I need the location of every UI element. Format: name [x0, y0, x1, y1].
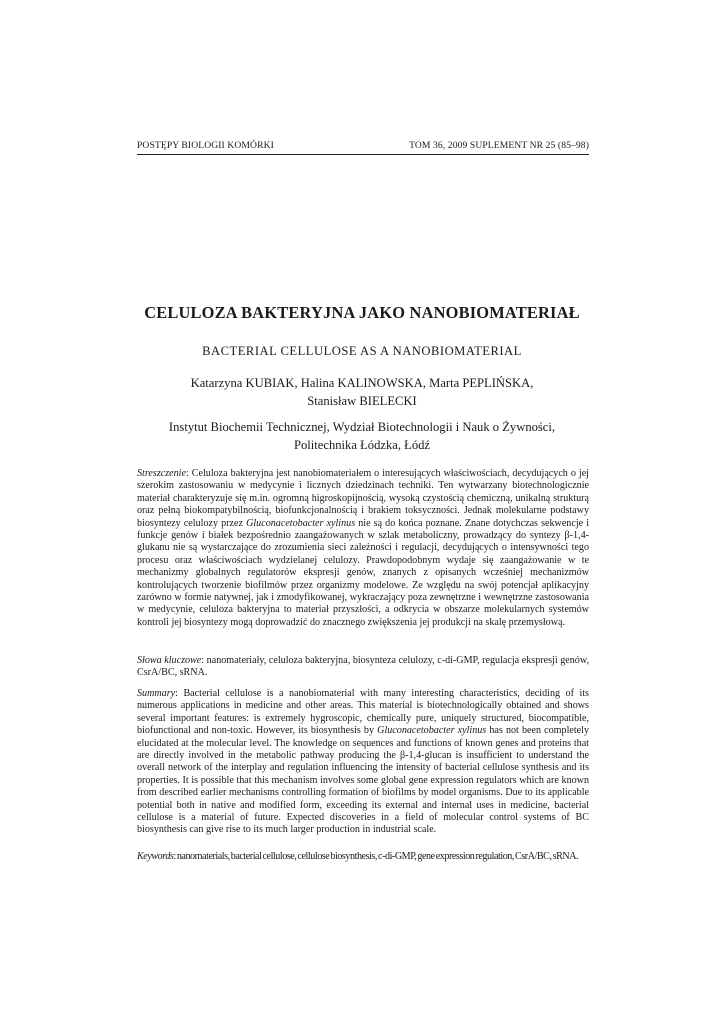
abstract-en-text-2: has not been completely elucidated at the molecular level. The knowledge on sequences and functions of known genes and proteins that are directly involved in the metabolic pathway producing the β-1,4-glucan is insufficient to understand the overall network of the interplay and regulation influencing the intensity of bacterial cellulose synthesis and its properties. It is possible that this mechanism involves some global gene expression regulators which are known from described earlier mechanisms controlling formation of biofilms by model organisms. Due to its applicable potential both in native and modified form, exceeding its external and internal uses in medicine, bacterial cellulose is a material of future. Expected discoveries in a field of molecular control systems of BC biosynthesis can give rise to its much larger production in industrial scale.	[137, 725, 589, 836]
keywords-en-text: : nanomaterials, bacterial cellulose, cellulose biosynthesis, c-di-GMP, gene expression regulation, CsrA/BC, sRNA.	[173, 851, 579, 862]
keywords-en-label: Keywords	[137, 851, 174, 862]
keywords-english	[137, 851, 589, 863]
issue-info: TOM 36, 2009 SUPLEMENT NR 25 (85–98)	[409, 140, 589, 151]
abstract-pl-label: Streszczenie	[137, 468, 186, 479]
abstract-pl-text-1: : Celuloza bakteryjna jest nanobiomateriałem o interesujących właściwościach, decydujących o jej szerokim zastosowaniu w medycynie i licznych dziedzinach techniki. Ten wytwarzany biotechnologicznie materiał charakteryzuje się m.in. ogromną higroskopijnością, wysoką czystością chemiczną, unikalną strukturą oraz pełną biokompatybilnością, biofunkcjonalnością i brakiem toksyczności. Jednak molekularne podstawy biosyntezy celulozy przez	[137, 468, 589, 529]
keywords-pl-text: : nanomateriały, celuloza bakteryjna, biosynteza celulozy, c-di-GMP, regulacja ekspresji genów, CsrA/BC, sRNA.	[137, 655, 590, 679]
journal-name: POSTĘPY BIOLOGII KOMÓRKI	[137, 140, 274, 151]
author-list	[130, 374, 594, 410]
abstract-pl-text-2: nie są do końca poznane. Znane dotychczas sekwencje i funkcje genów i białek bezpośrednio zaangażowanych w szlak metaboliczny, prowadzący do syntezy β-1,4-glukanu nie są wystarczające do zrozumienia sieci zależności i regulacji, decydujących o intensywności tego procesu oraz właściwościach wydzielanej celulozy. Prawdopodobnym wydaje się zaangażowanie w te mechanizmy globalnych regulatorów ekspresji genów, znanych z opisanych wcześniej mechanizmów kontrolujących tworzenie biofilmów przez organizmy modelowe. Ze względu na swój potencjał aplikacyjny zarówno w formie natywnej, jak i zmodyfikowanej, wykraczający poza zewnętrzne i wewnętrzne zastosowania w medycynie, celuloza bakteryjna to materiał przyszłości, a odkrycia w obszarze molekularnych systemów kontroli jej biosyntezy mogą doprowadzić do znacznego zwiększenia jej produkcji na skalę przemysłową.	[137, 517, 590, 628]
authors-line-1: Katarzyna KUBIAK, Halina KALINOWSKA, Marta PEPLIŃSKA,	[190, 376, 534, 390]
affiliation	[130, 418, 594, 454]
affiliation-line-1: Instytut Biochemii Technicznej, Wydział Biotechnologii i Nauk o Żywności,	[168, 420, 556, 434]
abstract-en-species: Gluconacetobacter xylinus	[377, 725, 487, 737]
abstract-polish	[137, 468, 589, 629]
abstract-english	[137, 688, 589, 837]
affiliation-line-2: Politechnika Łódzka, Łódź	[293, 438, 431, 452]
abstract-en-text-1: : Bacterial cellulose is a nanobiomaterial with many interesting characteristics, deciding of its numerous applications in medicine and other areas. This material is biotechnologically obtained and shows several important features: is extremely hygroscopic, chemically pure, uniquely structured, biocompatible, biofunctional and non-toxic. However, its biosynthesis by	[137, 688, 589, 737]
abstract-pl-species: Gluconacetobacter xylinus	[246, 517, 356, 529]
keywords-pl-label: Słowa kluczowe	[137, 655, 202, 666]
abstract-en-label: Summary	[137, 688, 176, 699]
running-header	[137, 140, 589, 155]
keywords-polish	[137, 655, 589, 680]
paper-subtitle: BACTERIAL CELLULOSE AS A NANOBIOMATERIAL	[202, 344, 522, 358]
authors-line-2: Stanisław BIELECKI	[307, 394, 417, 408]
paper-title: CELULOZA BAKTERYJNA JAKO NANOBIOMATERIAŁ	[144, 303, 580, 322]
